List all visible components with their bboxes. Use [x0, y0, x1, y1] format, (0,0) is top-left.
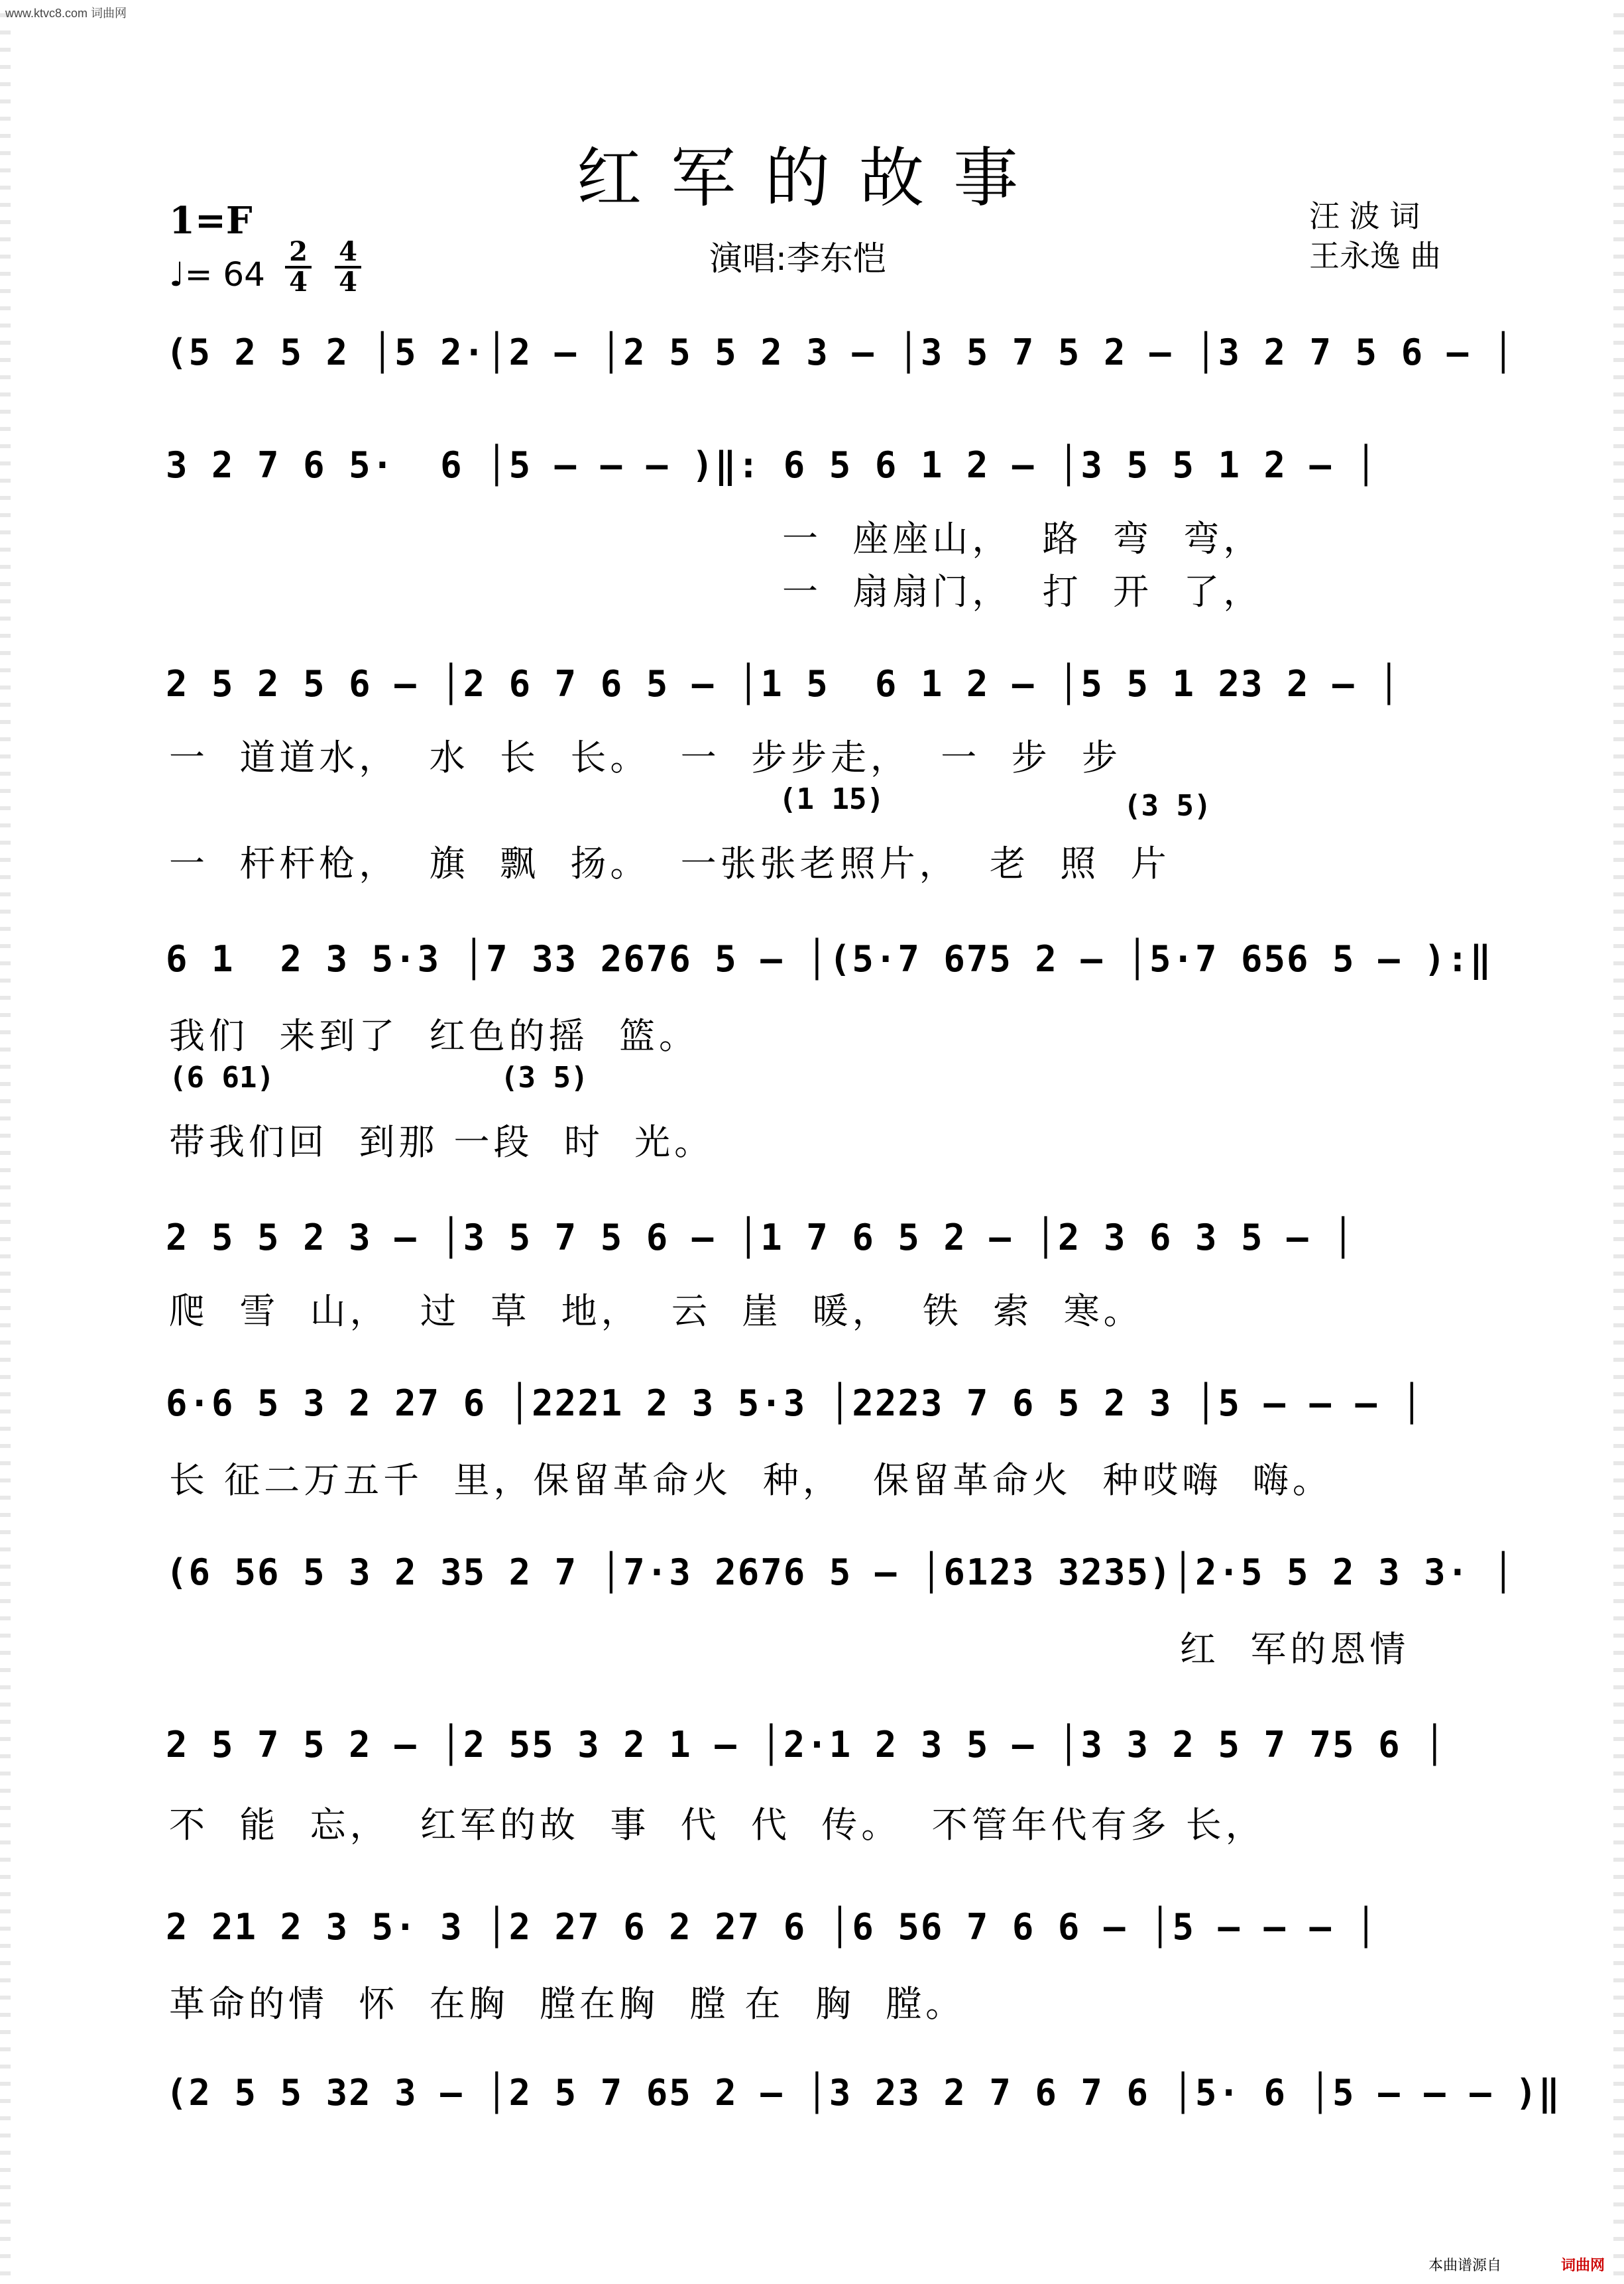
- source-url: www.ktvc8.com 词曲网: [5, 7, 127, 20]
- lyric-line-7: 红 军的恩情: [1180, 1628, 1410, 1670]
- right-border-decoration: [1613, 0, 1624, 2284]
- lyric-line-3b: 一 杆杆枪， 旗 飘 扬。 一张张老照片， 老 照 片: [169, 843, 1171, 884]
- key-signature: 1=F: [169, 199, 253, 243]
- alt-notes-3a: (1 15): [779, 782, 884, 816]
- lyric-line-2b: 一 扇扇门， 打 开 了，: [782, 571, 1263, 613]
- lyric-line-4b: 带我们回 到那 一段 时 光。: [169, 1121, 715, 1163]
- lyricist-credit: 汪 波 词: [1309, 198, 1421, 234]
- notation-line-5: 2 5 5 2 3 – │3 5 7 5 6 – │1 7 6 5 2 – │2 3 6 3 5 – │: [166, 1217, 1356, 1258]
- song-title: 红军的故事: [576, 141, 1047, 216]
- alt-notes-3b: (3 5): [1124, 789, 1212, 823]
- singer-credit: 演唱:李东恺: [709, 239, 886, 278]
- alt-notes-4b: (3 5): [500, 1061, 589, 1095]
- time-signature-2: 4 4: [335, 189, 361, 320]
- notation-line-6: 6·6 5 3 2 27 6 │2221 2 3 5·3 │2223 7 6 5 2 3 │5 – – – │: [166, 1382, 1424, 1424]
- composer-credit: 王永逸 曲: [1309, 238, 1441, 274]
- lyric-line-3a: 一 道道水， 水 长 长。 一 步步走， 一 步 步: [169, 737, 1122, 778]
- notation-line-1: (5 2 5 2 │5 2·│2 – │2 5 5 2 3 – │3 5 7 5 2 – │3 2 7 5 6 – │: [166, 331, 1516, 373]
- notation-line-3: 2 5 2 5 6 – │2 6 7 6 5 – │1 5 6 1 2 – │5 5 1 23 2 – │: [166, 663, 1401, 705]
- notation-line-8: 2 5 7 5 2 – │2 55 3 2 1 – │2·1 2 3 5 – │3 3 2 5 7 75 6 │: [166, 1724, 1447, 1766]
- notation-line-9: 2 21 2 3 5· 3 │2 27 6 2 27 6 │6 56 7 6 6 – │5 – – – │: [166, 1906, 1379, 1948]
- notation-line-2: 3 2 7 6 5· 6 │5 – – – )‖: 6 5 6 1 2 – │3 5 5 1 2 – │: [166, 444, 1379, 486]
- lyric-line-2a: 一 座座山， 路 弯 弯，: [782, 518, 1263, 560]
- alt-notes-4a: (6 61): [169, 1061, 274, 1095]
- notation-line-4: 6 1 2 3 5·3 │7 33 2676 5 – │(5·7 675 2 – │5·7 656 5 – ):‖: [166, 938, 1493, 980]
- lyric-line-6: 长 征二万五千 里，保留革命火 种， 保留革命火 种哎嗨 嗨。: [169, 1459, 1332, 1501]
- footer-logo: 词曲网: [1561, 2257, 1605, 2274]
- tempo-marking: ♩= 64: [169, 255, 265, 294]
- left-border-decoration: [0, 0, 11, 2284]
- footer-source-text: 本曲谱源自: [1428, 2257, 1502, 2273]
- lyric-line-9: 革命的情 怀 在胸 膛在胸 膛 在 胸 膛。: [169, 1983, 966, 2025]
- time-signature-1: 2 4: [285, 189, 312, 320]
- notation-line-7: (6 56 5 3 2 35 2 7 │7·3 2676 5 – │6123 3235)│2·5 5 2 3 3· │: [166, 1551, 1516, 1593]
- lyric-line-4a: 我们 来到了 红色的摇 篮。: [169, 1015, 699, 1057]
- lyric-line-8: 不 能 忘， 红军的故 事 代 代 传。 不管年代有多 长，: [169, 1804, 1265, 1846]
- lyric-line-5: 爬 雪 山， 过 草 地， 云 崖 暖， 铁 索 寒。: [169, 1290, 1143, 1332]
- notation-line-10: (2 5 5 32 3 – │2 5 7 65 2 – │3 23 2 7 6 7 6 │5· 6 │5 – – – )‖: [166, 2072, 1562, 2114]
